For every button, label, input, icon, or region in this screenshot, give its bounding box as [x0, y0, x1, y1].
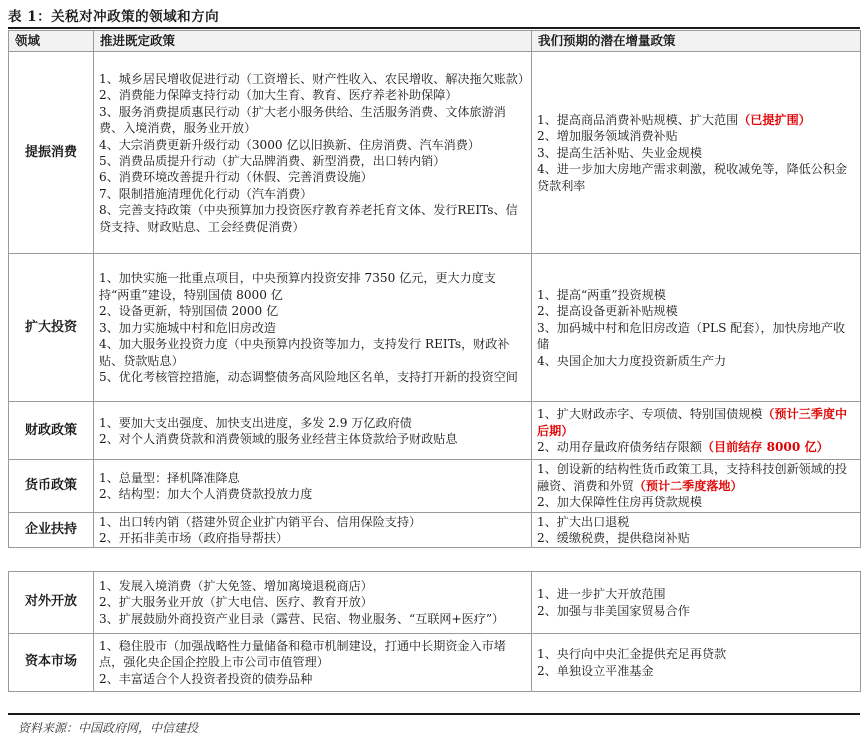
- policy-table-main: [8, 30, 861, 548]
- potential-item: [537, 603, 855, 619]
- potential-policy-cell: [532, 512, 861, 548]
- potential-item: [537, 303, 855, 319]
- potential-item-text: 2、增加服务领域消费补贴: [537, 129, 678, 144]
- policy-item: 5、优化考核管控措施，动态调整债务高风险地区名单，支持打开新的投资空间: [99, 369, 518, 384]
- table-row: [9, 460, 861, 512]
- table-row: [9, 634, 861, 692]
- existing-policy-cell: [94, 572, 532, 634]
- policy-item: 1、发展入境消费（扩大免签、增加离境退税商店）: [99, 578, 373, 593]
- potential-item: [537, 461, 855, 494]
- existing-policy-cell: [94, 52, 532, 254]
- domain-cell: 财政政策: [9, 402, 94, 460]
- potential-item: [537, 439, 855, 455]
- policy-item: 5、消费品质提升行动（扩大品牌消费、新型消费，出口转内销）: [99, 153, 446, 168]
- policy-item: 2、消费能力保障支持行动（加大生育、教育、医疗养老补助保障）: [99, 88, 458, 103]
- potential-item: [537, 128, 855, 144]
- domain-cell: 企业扶持: [9, 512, 94, 548]
- source-note: 资料来源：中国政府网，中信建投: [18, 721, 199, 735]
- existing-policy-cell: [94, 460, 532, 512]
- domain-cell: 扩大投资: [9, 254, 94, 402]
- existing-policy-cell: [94, 512, 532, 548]
- potential-item-text: 1、进一步扩大开放范围: [537, 587, 666, 602]
- potential-item: [537, 514, 855, 530]
- domain-cell: 提振消费: [9, 52, 94, 254]
- policy-item: 2、结构型：加大个人消费贷款投放力度: [99, 487, 313, 502]
- policy-item: 1、稳住股市（加强战略性力量储备和稳市机制建设，打通中长期资金入市堵点，强化央企国企控股上市公司市值管理）: [99, 638, 506, 670]
- bottom-rule: [8, 713, 860, 715]
- table-header-row: [9, 31, 861, 52]
- potential-item-text: 2、加大保障性住房再贷款规模: [537, 495, 702, 510]
- potential-item-text: 2、动用存量政府债务结存限额: [537, 440, 702, 455]
- potential-item-text: 1、扩大财政赤字、专项债、特别国债规模: [537, 407, 763, 422]
- table-title: 表 1：关税对冲政策的领域和方向: [8, 9, 220, 25]
- potential-policy-cell: [532, 634, 861, 692]
- table-row: [9, 402, 861, 460]
- policy-item: 2、扩大服务业开放（扩大电信、医疗、教育开放）: [99, 595, 373, 610]
- highlight-note: （预计二季度落地）: [633, 478, 743, 493]
- existing-policy-cell: [94, 634, 532, 692]
- table-row: [9, 254, 861, 402]
- potential-item-text: 1、提高商品消费补贴规模、扩大范围: [537, 112, 739, 127]
- policy-item: 2、设备更新，特别国债 2000 亿: [99, 304, 279, 319]
- potential-item: [537, 663, 855, 679]
- potential-policy-cell: [532, 52, 861, 254]
- policy-item: 8、完善支持政策（中央预算加力投资医疗教育养老托育文体、发行REITs、信贷支持、财政贴息、工会经费促消费）: [99, 203, 518, 234]
- potential-policy-cell: [532, 254, 861, 402]
- potential-item-text: 2、缓缴税费，提供稳岗补贴: [537, 531, 690, 546]
- policy-item: 3、加力实施城中村和危旧房改造: [99, 320, 277, 335]
- domain-cell: 资本市场: [9, 634, 94, 692]
- potential-item: [537, 494, 855, 510]
- highlight-note: （已提扩围）: [738, 112, 811, 127]
- policy-item: 6、消费环境改善提升行动（休假、完善消费设施）: [99, 170, 373, 185]
- potential-item-text: 2、单独设立平准基金: [537, 663, 654, 678]
- policy-item: 1、出口转内销（搭建外贸企业扩内销平台、信用保险支持）: [99, 514, 422, 529]
- potential-item-text: 3、提高生活补贴、失业金规模: [537, 145, 702, 160]
- potential-item: [537, 646, 855, 662]
- domain-cell: 对外开放: [9, 572, 94, 634]
- title-rule: [8, 27, 860, 29]
- policy-item: 7、限制措施清理优化行动（汽车消费）: [99, 186, 313, 201]
- potential-policy-cell: [532, 460, 861, 512]
- existing-policy-cell: [94, 402, 532, 460]
- policy-item: 3、服务消费提质惠民行动（扩大老小服务供给、生活服务消费、文体旅游消费、入境消费，服务业开放）: [99, 104, 506, 136]
- potential-item: [537, 320, 855, 353]
- policy-item: 1、城乡居民增收促进行动（工资增长、财产性收入、农民增收、解决拖欠账款）: [99, 71, 530, 86]
- potential-item-text: 1、提高“两重”投资规模: [537, 287, 666, 302]
- potential-item-text: 3、加码城中村和危旧房改造（PLS 配套），加快房地产收储: [537, 320, 846, 352]
- potential-item-text: 1、扩大出口退税: [537, 514, 630, 529]
- potential-policy-cell: [532, 402, 861, 460]
- policy-item: 1、要加大支出强度、加快支出进度，多发 2.9 万亿政府债: [99, 415, 412, 430]
- potential-item-text: 1、创设新的结构性货币政策工具，支持科技创新领域的投融资、消费和外贸: [537, 462, 848, 493]
- potential-item-text: 4、进一步加大房地产需求刺激，税收减免等，降低公积金贷款利率: [537, 162, 848, 193]
- table-row: [9, 572, 861, 634]
- policy-item: 2、对个人消费贷款和消费领域的服务业经营主体贷款给予财政贴息: [99, 431, 458, 446]
- policy-item: 3、扩展鼓励外商投资产业目录（露营、民宿、物业服务、“互联网+医疗”）: [99, 611, 505, 626]
- potential-item-text: 4、央国企加大力度投资新质生产力: [537, 353, 727, 368]
- header-existing-policy: 推进既定政策: [94, 31, 532, 52]
- header-potential-policy: 我们预期的潜在增量政策: [532, 31, 861, 52]
- policy-item: 2、开拓非美市场（政府指导帮扶）: [99, 531, 289, 546]
- domain-cell: 货币政策: [9, 460, 94, 512]
- table-row: [9, 52, 861, 254]
- policy-table-secondary: [8, 571, 861, 692]
- potential-item: [537, 145, 855, 161]
- table-row: [9, 512, 861, 548]
- highlight-note: （目前结存 8000 亿）: [701, 440, 829, 455]
- potential-policy-cell: [532, 572, 861, 634]
- potential-item: [537, 353, 855, 369]
- policy-item: 1、总量型：择机降准降息: [99, 470, 240, 485]
- policy-item: 4、大宗消费更新升级行动（3000 亿以旧换新、住房消费、汽车消费）: [99, 137, 480, 152]
- potential-item: [537, 406, 855, 439]
- potential-item: [537, 161, 855, 194]
- potential-item-text: 2、提高设备更新补贴规模: [537, 304, 678, 319]
- highlight-note: （预计三季度中后期）: [537, 407, 848, 438]
- potential-item: [537, 586, 855, 602]
- potential-item: [537, 530, 855, 546]
- potential-item: [537, 287, 855, 303]
- header-domain: 领域: [9, 31, 94, 52]
- policy-item: 4、加大服务业投资力度（中央预算内投资等加力，支持发行 REITs，财政补贴、贷款贴息）: [99, 337, 510, 368]
- potential-item-text: 2、加强与非美国家贸易合作: [537, 603, 690, 618]
- potential-item: [537, 112, 855, 128]
- policy-item: 1、加快实施一批重点项目，中央预算内投资安排 7350 亿元，更大力度支持“两重”建设，特别国债 8000 亿: [99, 271, 496, 302]
- policy-item: 2、丰富适合个人投资者投资的债券品种: [99, 671, 313, 686]
- potential-item-text: 1、央行向中央汇金提供充足再贷款: [537, 647, 727, 662]
- existing-policy-cell: [94, 254, 532, 402]
